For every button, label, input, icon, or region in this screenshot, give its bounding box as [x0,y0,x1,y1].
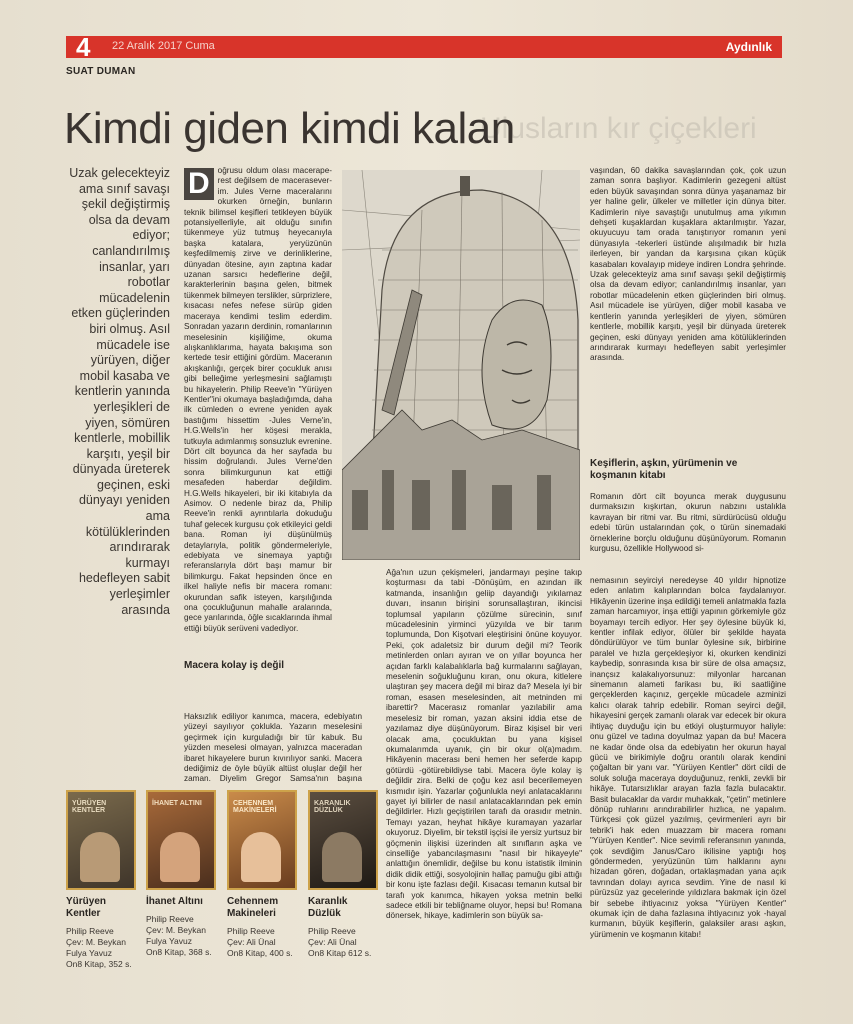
cover-figure [322,832,362,882]
newspaper-brand: Aydınlık [725,40,772,54]
cover-title: İHANET ALTINI [152,800,202,807]
page-number: 4 [76,32,91,62]
header-bar [66,32,782,62]
book-title: Karanlık Düzlük [308,896,348,919]
book-title: Cehennem Makineleri [227,896,279,919]
body-column-1 [184,166,332,644]
illustration [342,170,580,560]
book-publisher: On8 Kitap, 400 s. [227,948,293,958]
cover-figure [160,832,200,882]
cover-title: KARANLIK DÜZLÜK [314,800,351,814]
book-publisher: On8 Kitap, 368 s. [146,947,212,957]
book-author: Philip Reeve [227,926,275,936]
book-author: Philip Reeve [66,926,114,936]
headline: Kimdi giden kimdi kalan [64,104,515,153]
book-cover [146,790,216,890]
book-translators: Çev: Ali Ünal [227,937,276,947]
dome-city-illustration [342,170,580,560]
book-cover [308,790,378,890]
bleed-through-text: Ulusların kır çiçekleri [480,112,757,145]
subheading-adventure: Macera kolay iş değil [184,660,285,671]
book-translators: Çev: M. Beykan Fulya Yavuz [66,937,126,958]
book-cover [66,790,136,890]
book-publisher: On8 Kitap, 352 s. [66,959,132,969]
book-card [308,790,378,959]
cover-title: YÜRÜYEN KENTLER [72,800,107,814]
book-card [146,790,216,958]
book-author: Philip Reeve [146,914,194,924]
body-column-4: nemasının seyirciyi neredeyse 40 yıldır hipnotize eden anlatım kalıplarından bolca faydalanıyor. Hikâyenin üzerine inşa edildiği temeli anlatmakla fazla zaman harcamıyor, inşa ettiği yapının görkemiyle göz boyamayı tercih ediyor. Her şey öylesine büyük ki, kentler infilak ediyor, ölüler bir şekilde hayata döndürülüyor ve tüm bunlar öylesine sık, birbirine paralel ve hızla gerçekleşiyor ki, okurken kendinizi kaybedip, sonrasında kısa bir süre de olsa amaçsız, inançsız kalakalıyorsunuz: milyonlar harcanan sinemanın alameti farikası bu, iki saatliğine gerçeklerden kaçınız, gerçekle mücadele azminizi kalıcı olarak tahrip edebilir. Roman seyirci değil, hikayesini gerçek zamanlı olarak var edecek bir okura ihtiyaç duyduğu için bu etkiyi oluşturmuyor haliyle: onu güzel ve tadına doyulmaz yapan da bu! Macera ne kadar önde olsa da edebiyatın her okurun hayal gücü ve birikimiyle doğru orantılı olarak kendini çoğaltan bir yanı var. "Yürüyen Kentler" dört cildi de soluk soluğa maceraya doyduğunuz, renkli, zevkli bir hikâye. Tutarsızlıklar arayan fazla fazla bulacaktır. Basit bulacaklar da vardır muhakkak, "çetin" metinlere dönüp ruhlarını arındırabilirler hızlıca, ne yapalım. Türkçesi çok güzel yazılmış, çevirmenleri ayrı bir tebrik'i hak eden muazzam bir macera romanı "Yürüyen Kentler". Nice sevimli referansının yanında, çok sevdiğim Janus/Caro ikilisine yaptığı hoş göndermeden, yeryüzünün tüm halklarını aynı hizadan gören, doğadan, ortaklaşmadan yana açık tavrından dolayı ayrıca sevdim. Yine de nasıl ki pürüzsüz yaz gecelerinde yıldızlara bakmak için özel bir sebebe ihtiyacınız yoksa "Yürüyen Kentler" okumak için de daha fazlasına ihtiyacınız yok -hayal kurmanın, büyük keşiflerin, galaksiler arası aşkın, yürümenin ve koşmanın kitabı! [590,576,786,939]
author-name: SUAT DUMAN [66,66,136,77]
issue-date: 22 Aralık 2017 Cuma [112,40,215,52]
drop-cap: D [184,168,214,200]
book-card [66,790,136,970]
body-column-2: Ağa'nın uzun çekişmeleri, jandarmayı peşine takıp koşturması da tabi -Dönüşüm, en azından ilk katmanda, insanlığın geliip dayandığı yıkılarnaz duvarı, insanın birişini sorunsallaştıran, ikincisi toplumsal yapıların çözülme sürecinin, sınıf mücadelesinin yirminci yüzyılda ve bir tarım toplumunda, Don Kişotvari eleştirisini önüne koyuyor. Peki, çok adaletsiz bir durum değil mi? Teorik metinlerden onları ayıran ve on yıllar boyunca her açıdan farklı kalabalıklarla bağ kurmalarını sağlayan, meselenin soğukluğunu kıran, onu okura, kitlelere ulaştıran şey macera değil mi biraz da? Mesela iyi bir roman, esasen meselesinden, ait metninden mi ibarettir? Macerasız romanlar yazılabilir ama meselesiz bir roman, yazan aksini iddia etse de yazılamaz diye düşünüyorum. Biraz kişisel bir veri olacak ama, çocukluktan bu yana kişisel okumalarımda uyanık, çin bir okur ol(a)madım. Hikâyenin macerası beni hemen her seferde kapıp götürdü -götürebildiyse tabi. Macera öyle kolay iş değildir zira. Belki de çoğu kez asıl becerilemeyen kısmıdır işin. Yazarlar çoğunlukla neyi anlatacaklarını gayet iyi bilirler de nasıl anlatacaklarından pek emin değildirler. Hızlı geçiştirilen tarafı da orasıdır metnin. Temayı yazan, heyhat hikâye kuramayan yazarlar okuyoruz. Diyelim, bir tekstil işçisi ile yersiz yurtsuz bir göçmenin ilişkisi üzerinden alt sınıfların aşka ve cinselliğe yabancılaşmasını "nasıl bir hikayeyle" anlattığın önemlidir, değilse bu konu istatistik ilminin didik didik ettiği, sosyolojinin hallaç pamuğu gibi attığı bir konu işte fazlası değil. Kısacası temanın kutsal bir tarafı yok kanımca, hikayen yoksa metnin belki sadece etkili bir tebliğname oluyor, hepsi bu! Romana dönersek, hikaye, kadimlerin son büyük sa- [386,568,582,921]
book-author: Philip Reeve [308,926,356,936]
cover-title: CEHENNEM MAKİNELERİ [233,800,277,814]
body-column-3: vaşından, 60 dakika savaşlarından çok, çok uzun zaman sonra başlıyor. Kadimlerin gezegeni altüst eden büyük savaşından sonra dünya yaşanamaz bir yer haline gelir, ülkeler ve milletler için dünya biter. Kadimlerin niye savaştığı unutulmuş ama yıkımın dehşeti kuşaklardan kuşaklara aktarılmıştır. Yazar, okuyucuyu tam orada tanıştırıyor romanın yeni dünyasıyla -tekerleri üstünde alışılmadık bir hızla ilerleyen, bir yandan da karşısına çıkan küçük kasabaları kovalayıp mideye indiren Londra şehrinde. Uzak gelecekteyiz ama sınıf savaşı şekil değiştirmiş olsa da devam ediyor; canlandırılmış insanlar, yarı robotlar mücadelenin etken güçlerinden biri olmuş. Asıl mücadele ise yürüyen, diğer mobil kasaba ve kentlerin yanında yerleşikleri de yiyen, sömüren kentlerle, mobillik karşıtı, yeşil bir dünyada üreterek geçinen, eski dünyayı yeniden ama kötülüklerinden arındırarak kurmayı hedefleyen sabit yerleşimler arasında. [590,166,786,363]
book-title: Yürüyen Kentler [66,896,107,919]
book-card [227,790,297,959]
book-cover [227,790,297,890]
body-column-1b: Haksızlık ediliyor kanımca, macera, edebiyatın yüzeyi sayılıyor çoklukla. Yazarın meselesini geçirmek için kurguladığı bir tür kabuk. Bu yüzden meselesi olmayan, yalnızca maceradan ibaret hikayelere burun kıvırılıyor sanki. Macera dediğimiz de öyle büyük altüst oluşlar değil her zaman. Diyelim Gregor Samsa'nın başına [184,712,362,784]
book-translators: Çev: Ali Ünal [308,937,357,947]
body-text-1: oğrusu oldum olası macerape-rest değilsem de macerasever-im. Jules Verne maceralarını okurken örneğin, bunların teknik bilimsel keşifleri tetikleyen büyük potansiyellerliyle, ait olduğu sınıfın tükenmeye yüz tutmuş heyecanıyla başka katalara, yeryüzünün keşfedilmemiş zirve ve derinliklerine, dünyadan ötesine, ayın zaptına kadar uzanan sarsıcı hedeflerine değil, karakterlerinin başına gelen, bitmek tükenmek bilmeyen terslikler, sürprizlere, kısacası nefes nefese sürüp giden maceraya kendimi teslim ederdim. Sonradan yazarın derdinin, romanlarının meselesinin kişiliğime, okuma alışkanlıklarıma, hayata bakışıma son kertede tesir ettiğini gördüm. Maceranın akışkanlığı, gerçek birer çocukluk anısı gibi belleğime yerleşmesini sağlamıştı bu hikayelerin. Philip Reeve'in "Yürüyen Kentler"ini okumaya başladığımda, daha ilk cümleden o evrene yeniden ayak bastığımı hissettim -Jules Verne'in, H.G.Wells'in her köşesi merakla, tutkuyla adımlanmış sonsuzluk evrenine. Dört cilt boyunca da her sayfada bu hissim doğrulandı. Jules Verne'den sonra bilimkurgunun kat ettiği mesafeden haberdar değildim. H.G.Wells hikayeleri, bir iki kitabıyla da Asimov. O nedenle biraz da, Philip Reeve'in renkli ayrıntılarla dokuduğu tuhaf gelecek kurgusu çok etkileyici geldi bana. Roman iyi düşünülmüş detaylarıyla, politik göndermeleriyle, edebiyata ve sinemaya yaptığı referanslarıyla dört başı mamur bir bilimkurgu. Fakat hepsinden önce en ilkel haliyle nefis bir macera romanı: okurundan safik isteyen, karşılığında ona çocukluğunun mahalle aralarında, gece yarılarında, öğle sıcaklarında ihmal ettiği büyük serüveni vadediyor. [184,166,332,633]
cover-figure [80,832,120,882]
book-publisher: On8 Kitap 612 s. [308,948,372,958]
book-translators: Çev: M. Beykan Fulya Yavuz [146,925,206,946]
book-title: İhanet Altını [146,896,203,907]
body-column-3b: Romanın dört cilt boyunca merak duygusunu durmaksızın kışkırtan, okurun nabzını ustalıkla kavrayan bir ritmi var. Bu ritmi, sürdürücüsü olduğu edebi türün ustalarından çok, o türün sinemadaki örneklerine borçlu olduğunu düşünüyorum. Romanın kurgusu, özellikle Hollywood si- [590,492,786,554]
cover-figure [241,832,281,882]
subheading-discoveries: Keşiflerin, aşkın, yürümenin ve koşmanın kitabı [590,458,738,481]
pull-quote: Uzak gelecekteyiz ama sınıf savaşı şekil değiştirmiş olsa da devam ediyor; canlandırılmış insanlar, yarı robotlar mücadelenin etken güçlerinden biri olmuş. Asıl mücadele ise yürüyen, diğer mobil kasaba ve kentlerin yanında yerleşikleri de yiyen, sömüren kentlerle, mobillik karşıtı, yeşil bir dünyada üreterek geçinen, eski dünyayı yeniden ama kötülüklerinden arındırarak kurmayı hedefleyen sabit yerleşimler arasında [69,166,170,617]
